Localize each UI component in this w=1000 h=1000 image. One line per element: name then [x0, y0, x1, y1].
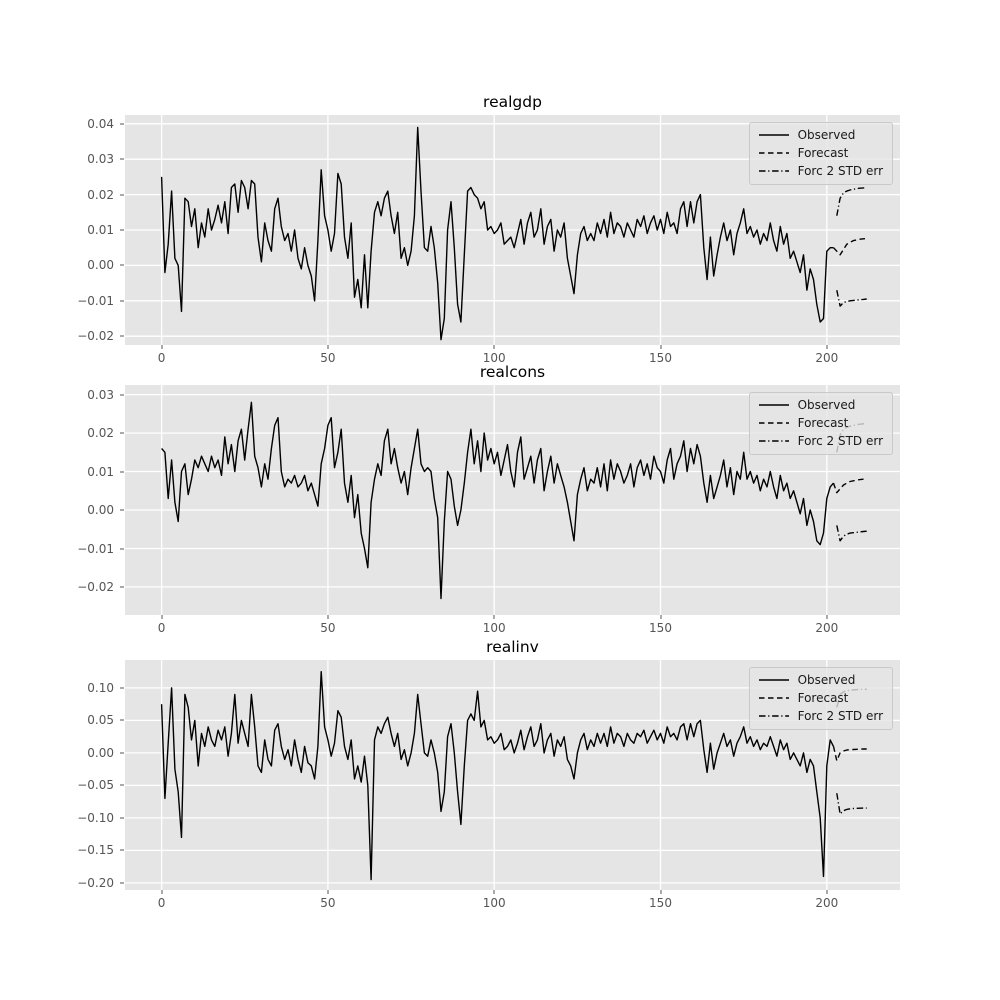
dashed-line-icon: [759, 696, 789, 700]
dashed-line-icon: [759, 151, 789, 155]
legend: [749, 122, 893, 185]
y-tick-label: 0.05: [87, 713, 114, 728]
y-tick-mark: [120, 548, 124, 549]
series-forecast: [834, 479, 867, 493]
y-tick-mark: [120, 850, 124, 851]
x-tick-label: 150: [649, 351, 672, 365]
y-tick-mark: [120, 159, 124, 160]
legend: [749, 667, 893, 730]
chart-title: realgdp: [483, 93, 542, 111]
legend-item-observed: [759, 673, 883, 687]
legend-label: Observed: [797, 128, 856, 142]
y-tick-mark: [120, 394, 124, 395]
y-tick-label: 0.00: [87, 258, 114, 273]
y-tick-mark: [120, 433, 124, 434]
y-tick-label: −0.02: [77, 579, 114, 594]
dashdot-line-icon: [759, 439, 789, 443]
dashdot-line-icon: [759, 169, 789, 173]
y-tick-mark: [120, 471, 124, 472]
x-tick-label: 0: [157, 351, 166, 365]
x-tick-mark: [161, 345, 162, 349]
solid-line-icon: [759, 403, 789, 407]
legend-label: Observed: [797, 398, 856, 412]
legend-label: Forc 2 STD err: [797, 434, 883, 448]
x-tick-mark: [494, 890, 495, 894]
x-tick-mark: [826, 615, 827, 619]
y-tick-mark: [120, 817, 124, 818]
plot-area: [125, 385, 900, 615]
y-tick-label: −0.02: [77, 329, 114, 344]
x-tick-label: 50: [320, 621, 336, 635]
legend-label: Observed: [797, 673, 856, 687]
y-tick-label: 0.02: [87, 426, 114, 441]
x-tick-mark: [161, 615, 162, 619]
plot-area: [125, 115, 900, 345]
y-tick-mark: [120, 510, 124, 511]
y-tick-label: 0.03: [87, 387, 114, 402]
legend-item-observed: [759, 398, 883, 412]
y-tick-mark: [120, 230, 124, 231]
y-tick-mark: [120, 882, 124, 883]
y-tick-mark: [120, 123, 124, 124]
series-forecast: [834, 746, 867, 760]
x-tick-mark: [494, 345, 495, 349]
y-tick-label: 0.03: [87, 152, 114, 167]
x-tick-mark: [494, 615, 495, 619]
y-tick-mark: [120, 265, 124, 266]
x-tick-label: 150: [649, 896, 672, 910]
panel-realinv: [0, 638, 1000, 960]
solid-line-icon: [759, 133, 789, 137]
x-tick-mark: [327, 345, 328, 349]
x-tick-label: 200: [815, 621, 839, 635]
x-tick-mark: [826, 890, 827, 894]
legend-item-forecast: [759, 691, 883, 705]
y-tick-mark: [120, 752, 124, 753]
series-forecast: [834, 239, 867, 255]
x-tick-label: 100: [482, 621, 506, 635]
y-tick-label: 0.00: [87, 503, 114, 517]
y-tick-mark: [120, 336, 124, 337]
y-tick-mark: [120, 687, 124, 688]
dashed-line-icon: [759, 421, 789, 425]
y-tick-label: 0.01: [87, 223, 114, 237]
y-tick-label: 0.04: [87, 116, 114, 131]
legend-item-stderr: [759, 164, 883, 178]
x-tick-label: 200: [815, 351, 839, 365]
y-tick-label: −0.15: [77, 843, 114, 858]
x-tick-mark: [327, 615, 328, 619]
legend-label: Forc 2 STD err: [797, 709, 883, 723]
x-tick-label: 50: [320, 896, 336, 910]
legend-label: Forecast: [797, 146, 849, 160]
y-tick-mark: [120, 785, 124, 786]
x-tick-mark: [660, 615, 661, 619]
x-tick-mark: [327, 890, 328, 894]
y-tick-mark: [120, 194, 124, 195]
y-tick-label: 0.10: [87, 680, 114, 695]
x-tick-mark: [660, 890, 661, 894]
legend-label: Forecast: [797, 691, 849, 705]
y-tick-mark: [120, 720, 124, 721]
y-tick-label: −0.05: [77, 778, 114, 793]
y-tick-label: −0.01: [77, 293, 114, 308]
x-tick-label: 50: [320, 351, 336, 365]
y-tick-label: 0.01: [87, 464, 114, 479]
y-tick-label: 0.02: [87, 187, 114, 202]
x-tick-label: 0: [157, 896, 166, 910]
chart-title: realinv: [486, 638, 539, 656]
x-tick-mark: [826, 345, 827, 349]
chart-title: realcons: [479, 363, 546, 381]
dashdot-line-icon: [759, 714, 789, 718]
x-tick-mark: [660, 345, 661, 349]
x-tick-label: 200: [815, 896, 839, 910]
series-forc-2-std-err-lower: [837, 525, 867, 540]
y-tick-label: −0.20: [77, 875, 114, 890]
y-tick-mark: [120, 586, 124, 587]
x-tick-label: 0: [157, 621, 166, 635]
legend-label: Forecast: [797, 416, 849, 430]
legend: [749, 392, 893, 455]
y-tick-label: 0.00: [87, 745, 114, 760]
legend-label: Forc 2 STD err: [797, 164, 883, 178]
y-tick-label: −0.01: [77, 541, 114, 556]
series-forc-2-std-err-lower: [837, 793, 867, 814]
x-tick-label: 100: [482, 351, 506, 365]
solid-line-icon: [759, 678, 789, 682]
series-forc-2-std-err-lower: [837, 290, 867, 306]
y-tick-mark: [120, 300, 124, 301]
legend-item-stderr: [759, 434, 883, 448]
series-observed: [162, 402, 834, 598]
x-tick-mark: [161, 890, 162, 894]
legend-item-forecast: [759, 146, 883, 160]
series-forc-2-std-err-upper: [837, 188, 867, 216]
y-tick-label: −0.10: [77, 810, 114, 825]
x-tick-label: 150: [649, 621, 672, 635]
plot-area: [125, 660, 900, 890]
legend-item-stderr: [759, 709, 883, 723]
legend-item-forecast: [759, 416, 883, 430]
series-observed: [162, 672, 834, 880]
x-tick-label: 100: [482, 896, 506, 910]
legend-item-observed: [759, 128, 883, 142]
